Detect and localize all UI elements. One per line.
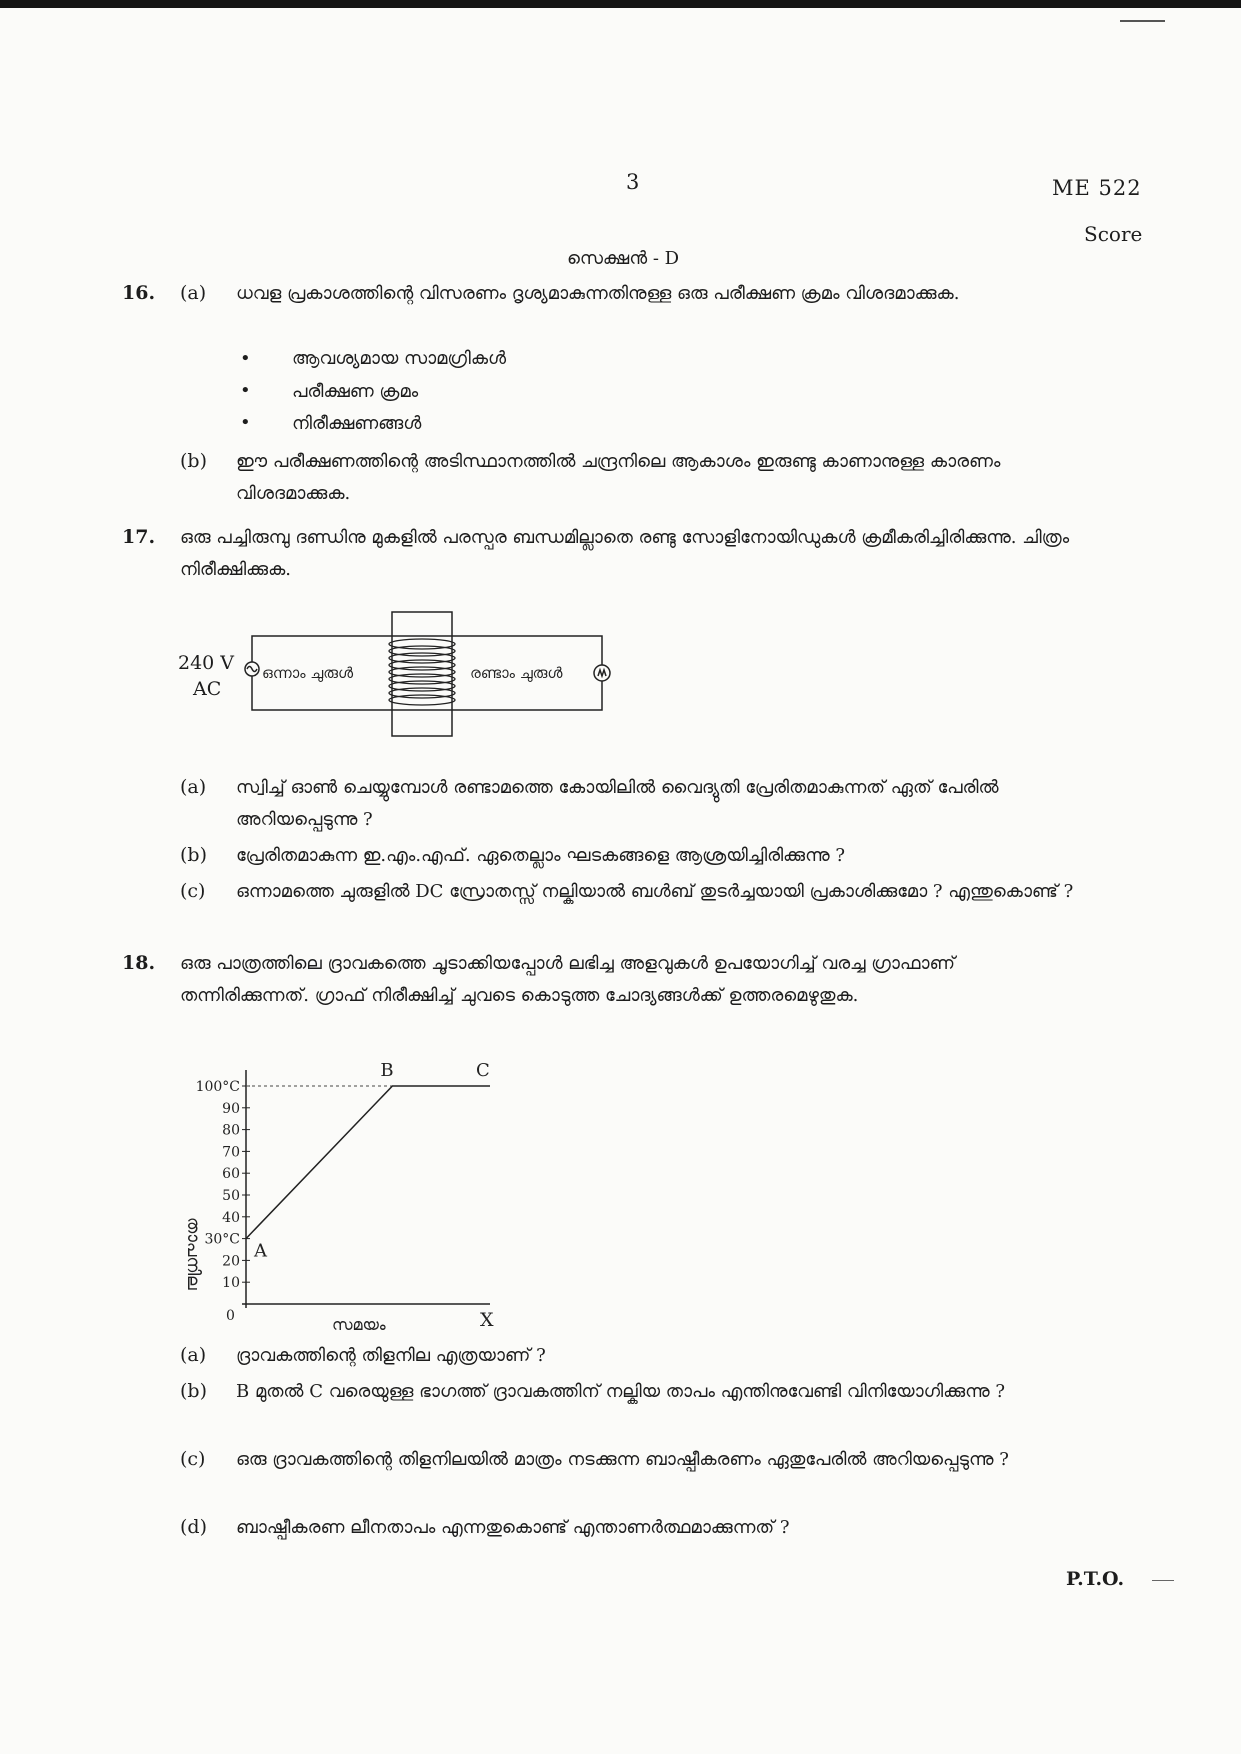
q17-part-c-text: ഒന്നാമത്തെ ചുരുളിൽ DC സ്രോതസ്സ് നല്കിയാൽ ബൾബ് തുടർച്ചയായി പ്രകാശിക്കുമോ ? എന്തുകൊണ്ട് ? <box>236 881 1074 902</box>
source-voltage: 240 V <box>178 652 235 674</box>
q16-part-b-text: ഈ പരീക്ഷണത്തിന്റെ അടിസ്ഥാനത്തിൽ ചന്ദ്രനിലെ ആകാശം ഇരുണ്ടു കാണാനുള്ള കാരണം വിശദമാക്കുക. <box>236 451 1001 504</box>
solenoid-diagram <box>170 610 630 740</box>
bulb-filament-icon <box>598 670 606 676</box>
q18-part-c-text: ഒരു ദ്രാവകത്തിന്റെ തിളനിലയിൽ മാത്രം നടക്കുന്ന ബാഷ്പീകരണം ഏതുപേരിൽ അറിയപ്പെടുന്നു ? <box>236 1449 1009 1470</box>
q17-text: ഒരു പച്ചിരുമ്പു ദണ്ഡിനു മുകളിൽ പരസ്പര ബന്ധമില്ലാതെ രണ്ടു സോളിനോയിഡുകൾ ക്രമീകരിച്ചിരിക്കുന്നു. ചിത്രം നിരീക്ഷിക്കുക. <box>180 527 1070 580</box>
paper-code: ME 522 <box>1052 176 1142 200</box>
q16-part-a-label: (a) <box>180 282 207 304</box>
origin-label: 0 <box>226 1308 235 1324</box>
q17-part-a-text: സ്വിച്ച് ഓൺ ചെയ്യുമ്പോൾ രണ്ടാമത്തെ കോയിലിൽ വൈദ്യുതി പ്രേരിതമാകുന്നത് ഏത് പേരിൽ അറിയപ്പെടുന്നു ? <box>236 777 999 830</box>
question-18-number: 18. <box>122 952 156 974</box>
q17-part-a-label: (a) <box>180 776 207 798</box>
q16-part-b-label: (b) <box>180 450 207 472</box>
q16-bullet-3: നിരീക്ഷണങ്ങൾ <box>292 413 422 434</box>
scan-top-edge <box>0 0 1241 8</box>
x-axis-letter: X <box>480 1309 494 1331</box>
y-tick-label: 10 <box>222 1275 240 1292</box>
y-tick-label: 70 <box>222 1144 240 1161</box>
y-tick-label: 100°C <box>195 1079 240 1095</box>
q18-part-b-label: (b) <box>180 1380 207 1402</box>
question-16-number: 16. <box>122 282 156 304</box>
pto-mark <box>1152 1580 1174 1581</box>
ac-symbol-icon <box>247 667 257 672</box>
temperature-curve <box>246 1086 490 1239</box>
q18-text: ഒരു പാത്രത്തിലെ ദ്രാവകത്തെ ചൂടാക്കിയപ്പോൾ ലഭിച്ച അളവുകൾ ഉപയോഗിച്ച് വരച്ച ഗ്രാഫാണ് തന്നിരിക്കുന്നത്. ഗ്രാഫ് നിരീക്ഷിച്ച് ചുവടെ കൊടുത്ത ചോദ്യങ്ങൾക്ക് ഉത്തരമെഴുതുക. <box>180 953 955 1006</box>
coil-2-label: രണ്ടാം ചുരുൾ <box>470 664 563 682</box>
point-b-label: B <box>380 1060 394 1081</box>
q16-bullet-2: പരീക്ഷണ ക്രമം <box>292 381 419 402</box>
source-type: AC <box>193 678 222 700</box>
question-17-number: 17. <box>122 526 156 548</box>
y-tick-label: 80 <box>222 1122 240 1139</box>
coil-windings <box>389 639 455 705</box>
coil-1-label: ഒന്നാം ചുരുൾ <box>262 664 354 682</box>
y-tick-label: 40 <box>222 1209 240 1226</box>
q16-bullet-dot: • <box>240 380 251 401</box>
q18-part-a-text: ദ്രാവകത്തിന്റെ തിളനില എത്രയാണ് ? <box>236 1345 546 1366</box>
q17-part-b-text: പ്രേരിതമാകുന്ന ഇ.എം.എഫ്. ഏതെല്ലാം ഘടകങ്ങളെ ആശ്രയിച്ചിരിക്കുന്നു ? <box>236 845 845 866</box>
y-tick-label: 20 <box>222 1253 240 1270</box>
y-axis-label: താപനില <box>183 1217 203 1290</box>
section-title: സെക്ഷൻ - D <box>567 248 680 269</box>
page-number: 3 <box>626 170 640 194</box>
scan-mark <box>1120 20 1165 22</box>
y-tick-label: 30°C <box>204 1231 240 1248</box>
x-axis-label: സമയം <box>332 1315 386 1334</box>
q16-bullet-1: ആവശ്യമായ സാമഗ്രികൾ <box>292 348 507 369</box>
q18-part-a-label: (a) <box>180 1344 207 1366</box>
score-label: Score <box>1084 222 1143 246</box>
y-tick-label: 90 <box>222 1100 240 1117</box>
q18-part-d-text: ബാഷ്പീകരണ ലീനതാപം എന്നതുകൊണ്ട് എന്താണർത്ഥമാക്കുന്നത് ? <box>236 1517 790 1538</box>
q17-part-c-label: (c) <box>180 880 206 902</box>
bulb-icon <box>594 665 610 681</box>
q16-bullet-dot: • <box>240 412 251 433</box>
heating-graph <box>170 1050 530 1340</box>
q18-part-d-label: (d) <box>180 1516 207 1538</box>
y-tick-label: 50 <box>222 1188 240 1204</box>
q18-part-c-label: (c) <box>180 1448 206 1470</box>
y-tick-label: 60 <box>222 1166 240 1183</box>
q16-bullet-dot: • <box>240 348 251 369</box>
q16-part-a-text: ധവള പ്രകാശത്തിന്റെ വിസരണം ദൃശ്യമാകുന്നതിനുള്ള ഒരു പരീക്ഷണ ക്രമം വിശദമാക്കുക. <box>236 283 960 304</box>
q18-part-b-text: B മുതൽ C വരെയുള്ള ഭാഗത്ത് ദ്രാവകത്തിന് നല്കിയ താപം എന്തിനുവേണ്ടി വിനിയോഗിക്കുന്നു ? <box>236 1381 1006 1402</box>
primary-wire-top <box>252 636 422 662</box>
point-a-label: A <box>254 1240 267 1262</box>
q17-part-b-label: (b) <box>180 844 207 866</box>
please-turn-over: P.T.O. <box>1066 1568 1125 1590</box>
point-c-label: C <box>476 1060 490 1081</box>
